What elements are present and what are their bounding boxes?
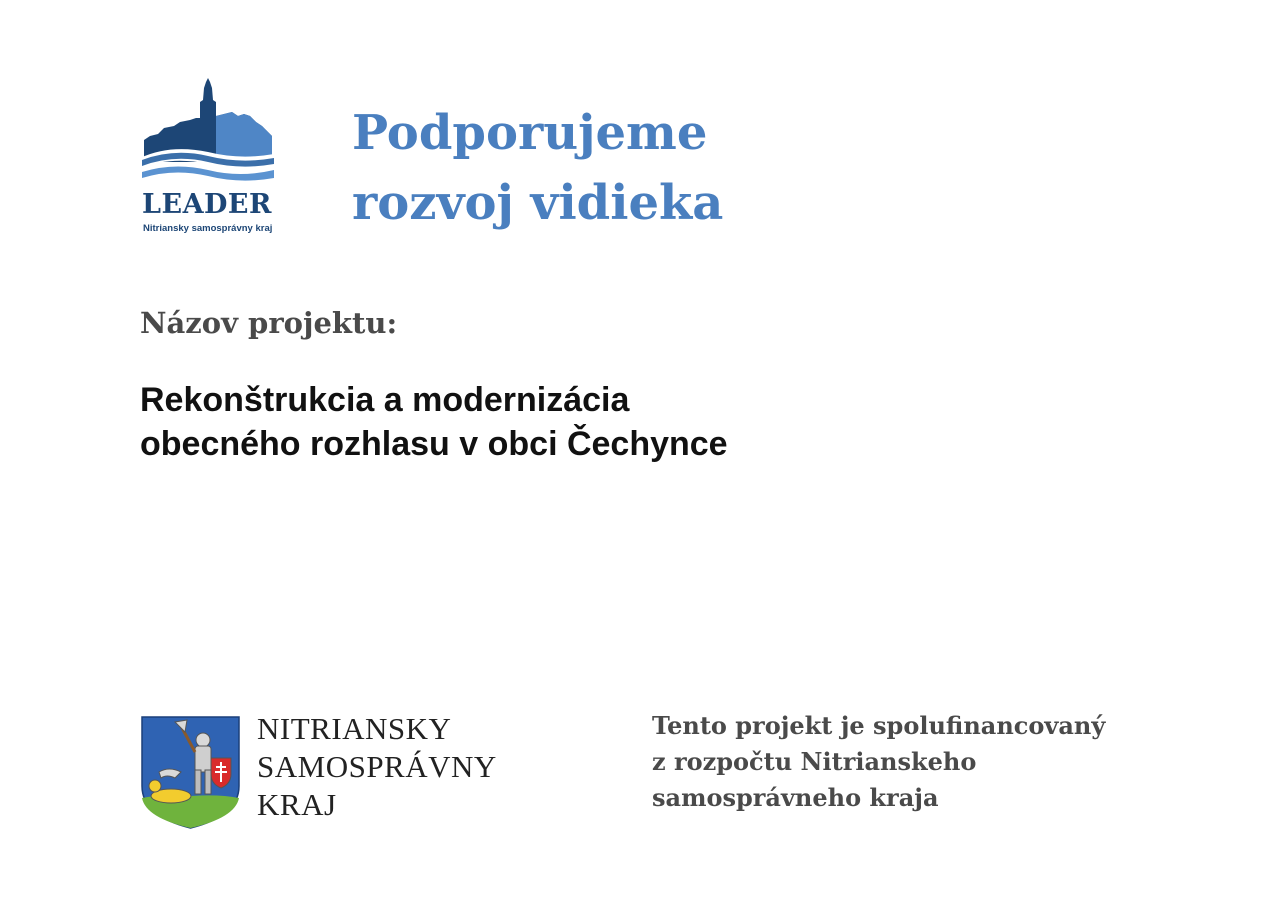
nitra-region-coat-of-arms-icon <box>141 716 240 829</box>
cofinancing-statement <box>652 708 1105 816</box>
project-label: Názov projektu: <box>140 306 398 340</box>
cofinancing-line-2: z rozpočtu Nitrianskeho <box>652 747 977 776</box>
leader-subtitle: Nitriansky samosprávny kraj <box>143 223 273 234</box>
project-title <box>140 378 728 466</box>
cofinancing-line-1: Tento projekt je spolufinancovaný <box>652 711 1106 740</box>
project-title-line-2: obecného rozhlasu v obci Čechynce <box>140 425 728 463</box>
region-name-line-2: SAMOSPRÁVNY <box>257 749 497 784</box>
region-name <box>257 710 497 824</box>
leader-logo <box>140 78 276 240</box>
tagline <box>352 98 723 238</box>
tagline-line-1: Podporujeme <box>352 105 708 161</box>
region-name-line-3: KRAJ <box>257 787 337 822</box>
leader-castle-icon <box>140 78 276 188</box>
leader-wordmark: LEADER <box>142 189 272 220</box>
region-name-line-1: NITRIANSKY <box>257 711 452 746</box>
tagline-line-2: rozvoj vidieka <box>352 175 724 231</box>
cofinancing-line-3: samosprávneho kraja <box>652 783 939 812</box>
project-title-line-1: Rekonštrukcia a modernizácia <box>140 381 630 419</box>
